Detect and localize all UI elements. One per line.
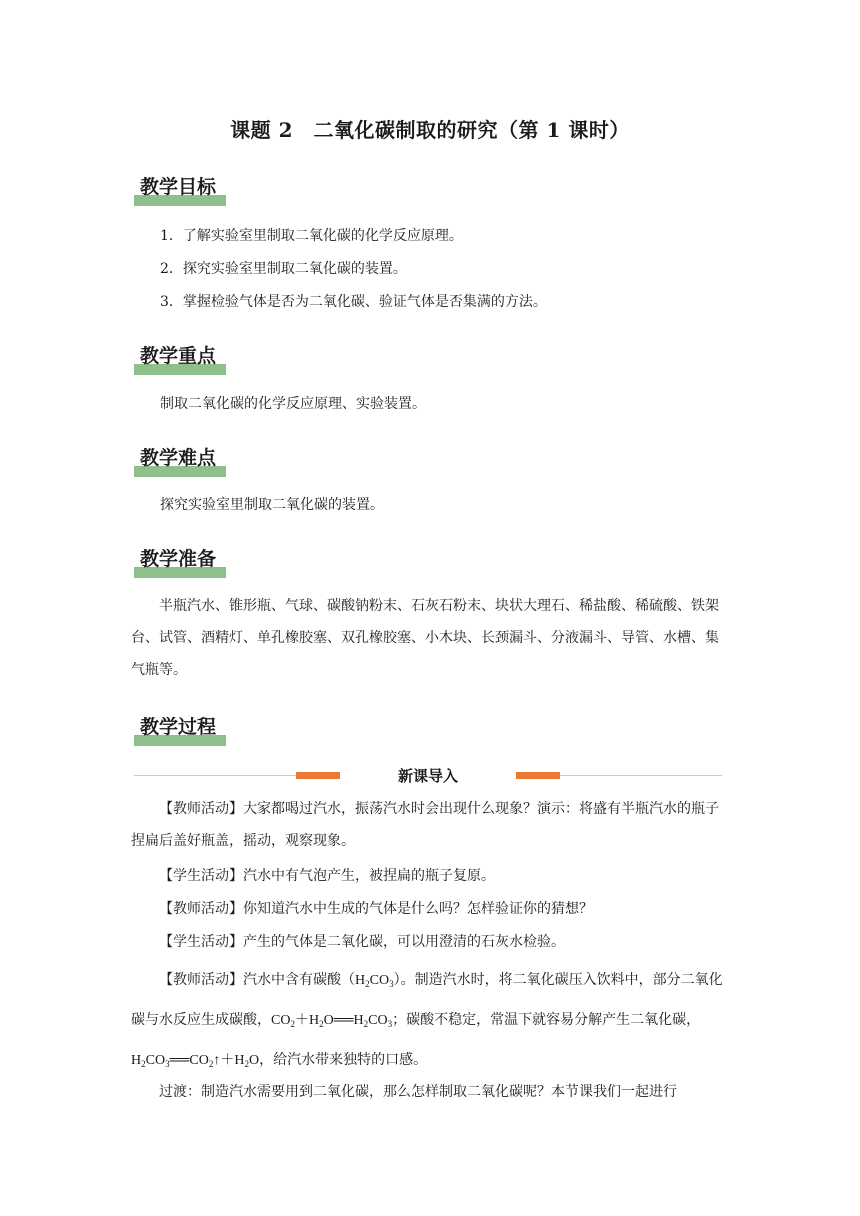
equation-formation [271,1013,392,1028]
transition-text: 过渡：制造汽水需要用到二氧化碳，那么怎样制取二氧化碳呢？本节课我们一起进行 [159,1084,677,1100]
formula-sub: 2 [208,1059,214,1069]
role-tag: 【教师活动】 [159,901,243,917]
section-label: 教学准备 [140,548,217,570]
section-heading-process [134,712,216,748]
role-tag: 【教师活动】 [159,972,243,988]
section-heading-goals [134,172,216,208]
formula-part: CO [145,1053,166,1068]
section-label: 教学目标 [140,176,217,198]
formula-part: O [249,1053,260,1068]
role-tag: 【学生活动】 [159,868,243,884]
section-label: 教学难点 [140,447,217,469]
carbonic-acid-paragraph [131,962,726,1082]
text-run: ；碳酸不稳定，常温下就容易分解产生二氧化碳， [392,1012,701,1028]
text-run: 汽水中含有碳酸（ [243,972,355,988]
dialog-text: 大家都喝过汽水，振荡汽水时会出现什么现象？演示：将盛有半瓶汽水的瓶子捏扁后盖好瓶盖，摇动，观察现象。 [131,801,719,849]
prep-text: 半瓶汽水、锥形瓶、气球、碳酸钠粉末、石灰石粉末、块状大理石、稀盐酸、稀硫酸、铁架台、试管、酒精灯、单孔橡胶塞、双孔橡胶塞、小木块、长颈漏斗、分液漏斗、导管、水槽、集气瓶等。 [131,598,719,678]
formula-part: O══H [323,1013,364,1028]
formula-sub: 3 [389,979,394,989]
formula-sub: 3 [387,1019,393,1029]
section-label: 教学过程 [140,716,217,738]
section-heading-key [134,341,216,377]
text-run: ，给汽水带来独特的口感。 [259,1052,428,1068]
formula-part: ↑＋H [213,1053,245,1068]
formula-sub: 2 [363,1019,369,1029]
formula-sub: 2 [365,979,370,989]
section-heading-difficulty [134,443,216,479]
formula-part: H [131,1053,142,1068]
section-heading-prep [134,544,216,580]
intro-divider [134,766,722,786]
formula-h2co3 [355,973,394,988]
formula-sub: 2 [141,1059,146,1069]
formula-part: ══CO [169,1053,209,1068]
page-title: 课题 2 二氧化碳制取的研究（第 1 课时） [230,118,630,142]
formula-part: CO [271,1013,291,1028]
difficulty-text: 探究实验室里制取二氧化碳的装置。 [160,497,384,513]
dialog-paragraph [131,893,726,925]
formula-part: CO [368,1013,388,1028]
dialog-text: 产生的气体是二氧化碳，可以用澄清的石灰水检验。 [243,934,565,950]
formula-sub: 3 [165,1059,170,1069]
formula-sub: 2 [319,1019,324,1029]
dialog-text: 你知道汽水中生成的气体是什么吗？怎样验证你的猜想？ [243,901,593,917]
dialog-paragraph [131,860,726,892]
formula-part: CO [369,973,390,988]
section-label: 教学重点 [140,345,217,367]
formula-sub: 2 [244,1059,249,1069]
goal-item: 2．探究实验室里制取二氧化碳的装置。 [160,261,407,277]
key-text: 制取二氧化碳的化学反应原理、实验装置。 [160,396,426,412]
formula-part: ＋H [294,1013,320,1028]
role-tag: 【教师活动】 [159,801,243,817]
formula-part: H [355,973,366,988]
dialog-paragraph [131,926,726,958]
dialog-text: 汽水中有气泡产生，被捏扁的瓶子复原。 [243,868,495,884]
goal-item: 3．掌握检验气体是否为二氧化碳、验证气体是否集满的方法。 [160,294,547,310]
text-run: ）。制造汽水时，将二氧化碳压入饮料中，部分二氧化碳与水反应生成碳酸， [131,972,723,1028]
dialog-paragraph [131,793,726,857]
intro-heading: 新课导入 [397,767,458,785]
formula-sub: 2 [290,1019,295,1029]
role-tag: 【学生活动】 [159,934,243,950]
equation-decomposition [131,1053,259,1068]
goal-item: 1．了解实验室里制取二氧化碳的化学反应原理。 [160,228,463,244]
